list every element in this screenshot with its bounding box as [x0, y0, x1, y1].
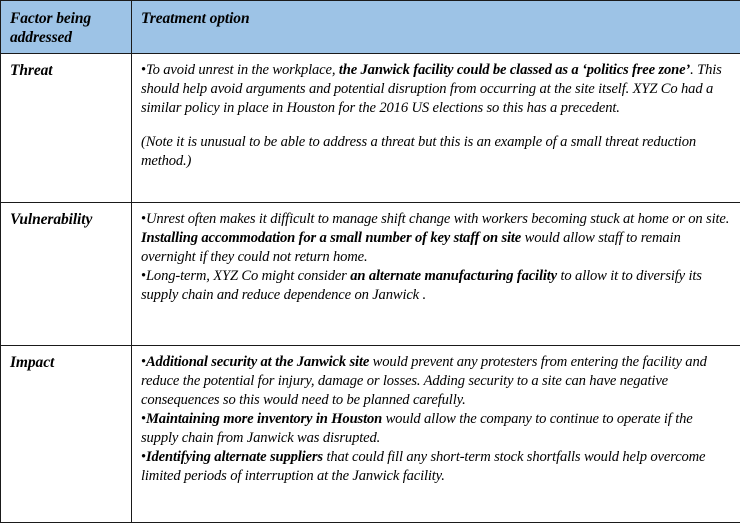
emphasis-text: Installing accommodation for a small number of key staff on site	[141, 230, 521, 246]
body-text: . This should help avoid arguments and potential disruption from occurring at the site itself. XYZ Co had a similar policy in place in Houston for the 2016 US elections so this has a precedent.	[141, 62, 722, 116]
body-text: To avoid unrest in the workplace,	[146, 62, 339, 78]
body-text: that could fill any short-term stock shortfalls would help overcome limited periods of interruption at the Janwick facility.	[141, 449, 705, 484]
bullet-icon: •	[141, 411, 146, 427]
bullet-item	[141, 267, 732, 305]
body-text: Long-term, XYZ Co might consider	[146, 268, 350, 284]
factor-label-impact: Impact	[1, 346, 132, 523]
table-row-vulnerability	[1, 203, 740, 346]
emphasis-text: Additional security at the Janwick site	[146, 354, 369, 370]
bullet-item	[141, 353, 732, 410]
body-text: (Note it is unusual to be able to address a threat but this is an example of a small threat reduction method.)	[141, 134, 696, 169]
table-header-row	[1, 1, 740, 54]
bullet-item	[141, 61, 732, 118]
treatment-content-vulnerability	[132, 203, 740, 346]
bullet-icon: •	[141, 268, 146, 284]
emphasis-text: the Janwick facility could be classed as a ‘politics free zone’	[339, 62, 690, 78]
emphasis-text: Identifying alternate suppliers	[146, 449, 323, 465]
bullet-icon: •	[141, 62, 146, 78]
body-text: to allow it to diversify its supply chain and reduce dependence on Janwick .	[141, 268, 702, 303]
column-header-factor: Factor being addressed	[1, 1, 132, 54]
factor-label-vulnerability: Vulnerability	[1, 203, 132, 346]
bullet-item	[141, 448, 732, 486]
emphasis-text: an alternate manufacturing facility	[350, 268, 557, 284]
table-row-threat	[1, 54, 740, 203]
bullet-icon: •	[141, 449, 146, 465]
body-text: Unrest often makes it difficult to manage shift change with workers becoming stuck at home or on site.	[146, 211, 729, 227]
bullet-item	[141, 210, 732, 267]
column-header-treatment: Treatment option	[132, 1, 740, 54]
body-text: would allow staff to remain overnight if they could not return home.	[141, 230, 681, 265]
emphasis-text: Maintaining more inventory in Houston	[146, 411, 382, 427]
body-text: would allow the company to continue to operate if the supply chain from Janwick was disrupted.	[141, 411, 693, 446]
factor-label-threat: Threat	[1, 54, 132, 203]
paragraph	[141, 133, 732, 171]
bullet-icon: •	[141, 354, 146, 370]
body-text: would prevent any protesters from entering the facility and reduce the potential for injury, damage or losses. Adding security to a site can have negative consequences so this would need to be planned carefully.	[141, 354, 707, 408]
treatment-content-impact	[132, 346, 740, 523]
table-body	[1, 54, 740, 523]
treatment-content-threat	[132, 54, 740, 203]
table-row-impact	[1, 346, 740, 523]
bullet-item	[141, 410, 732, 448]
bullet-icon: •	[141, 211, 146, 227]
